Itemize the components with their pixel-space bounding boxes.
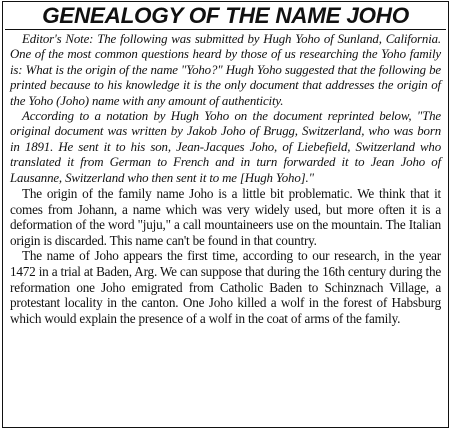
editors-note-paragraph: Editor's Note: The following was submitted by Hugh Yoho of Sunland, California. One of the most common questions heard by those of us researching the Yoho family is: What is the origin of the name "Yoho?" Hugh Yoho suggested that the following be printed because to his knowledge it is the only document that addresses the origin of the Yoho (Joho) name with any amount of authenticity. — [10, 32, 441, 108]
history-paragraph: The name of Joho appears the first time, according to our research, in the year 1472 in a trial at Baden, Arg. We can suppose that during the 16th century during the reformation one Joho emigrated from Catholic Baden to Schinznach Village, a protestant locality in the canton. One Joho killed a wolf in the forest of Habsburg which would explain the presence of a wolf in the coat of arms of the family. — [10, 248, 441, 326]
article-body — [3, 30, 448, 326]
article-clipping — [2, 1, 449, 428]
article-title: GENEALOGY OF THE NAME JOHO — [42, 3, 409, 28]
origin-paragraph: The origin of the family name Joho is a little bit problematic. We think that it comes from Johann, a name which was very widely used, but more often it is a deformation of the word "juju," a call mountaineers use on the mountain. The Italian origin is discarded. This name can't be found in that country. — [10, 186, 441, 248]
notation-paragraph: According to a notation by Hugh Yoho on the document reprinted below, "The original document was written by Jakob Joho of Brugg, Switzerland, who was born in 1891. He sent it to his son, Jean-Jacques Joho, of Liebefield, Switzerland who translated it from German to French and in turn forwarded it to Jean Joho of Lausanne, Switzerland who then sent it to me [Hugh Yoho]." — [10, 109, 441, 185]
